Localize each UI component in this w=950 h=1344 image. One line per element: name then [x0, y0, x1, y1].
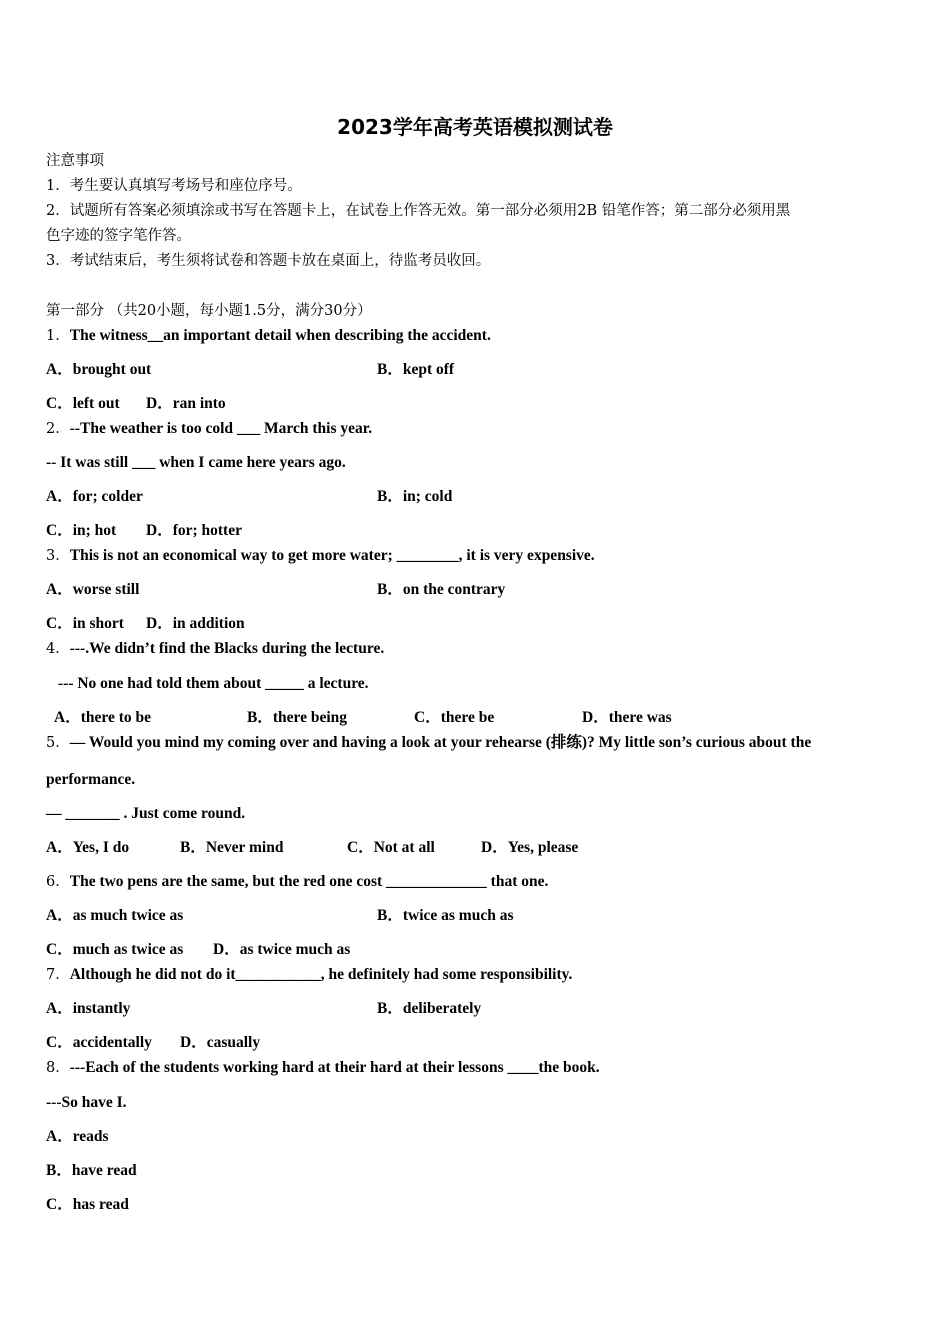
question-5 — [46, 733, 811, 753]
option-b: B．have read — [46, 1162, 137, 1179]
option-c: C．has read — [46, 1196, 129, 1213]
question-8 — [46, 1058, 600, 1078]
question-text: This is not an economical way to get more water; ________, it is very expensive. — [69, 547, 595, 564]
question-text: Although he did not do it___________, he definitely had some responsibility. — [69, 966, 573, 983]
question-2 — [46, 419, 372, 439]
question-text: ---.We didn’t find the Blacks during the lecture. — [69, 640, 385, 657]
notice-item: 1．考生要认真填写考场号和座位序号。 — [46, 178, 302, 194]
notice-item: 色字迹的签字笔作答。 — [46, 228, 191, 244]
option-c: C．left out — [46, 395, 120, 412]
question-6 — [46, 872, 548, 892]
option-a: A．there to be — [54, 709, 151, 726]
part1-heading: 第一部分 （共20小题，每小题1.5分，满分30分） — [46, 303, 372, 319]
option-d: D．Yes, please — [481, 839, 579, 856]
question-text: The two pens are the same, but the red one cost _____________ that one. — [69, 873, 549, 890]
option-c: C．accidentally — [46, 1034, 152, 1051]
question-number: 5． — [46, 735, 70, 751]
question-number: 3． — [46, 548, 70, 564]
option-a: A．worse still — [46, 581, 140, 598]
question-5-line1b: performance. — [46, 771, 136, 788]
option-a: A．as much twice as — [46, 907, 184, 924]
question-number: 6． — [46, 874, 70, 890]
question-text: ---Each of the students working hard at their hard at their lessons ____the book. — [69, 1059, 600, 1076]
option-b: B．on the contrary — [377, 581, 506, 598]
question-number: 2． — [46, 421, 70, 437]
question-text: --The weather is too cold ___ March this year. — [69, 420, 373, 437]
option-d: D．as twice much as — [213, 941, 351, 958]
notice-item: 2．试题所有答案必须填涂或书写在答题卡上，在试卷上作答无效。第一部分必须用2B 铅笔作答；第二部分必须用黑 — [46, 203, 791, 219]
option-d: D．there was — [582, 709, 672, 726]
option-a: A．brought out — [46, 361, 152, 378]
question-4-line2: --- No one had told them about _____ a lecture. — [58, 675, 369, 692]
question-4 — [46, 639, 384, 659]
option-d: D．ran into — [146, 395, 226, 412]
question-2-line2: -- It was still ___ when I came here years ago. — [46, 454, 346, 471]
option-c: C．in; hot — [46, 522, 117, 539]
question-1 — [46, 326, 491, 346]
question-number: 8． — [46, 1060, 70, 1076]
option-b: B．deliberately — [377, 1000, 482, 1017]
option-c: C．much as twice as — [46, 941, 184, 958]
option-a: A．Yes, I do — [46, 839, 130, 856]
option-c: C．there be — [414, 709, 495, 726]
option-c: C．in short — [46, 615, 124, 632]
notice-item: 3．考试结束后，考生须将试卷和答题卡放在桌面上，待监考员收回。 — [46, 253, 491, 269]
option-a: A．for; colder — [46, 488, 143, 505]
option-b: B．twice as much as — [377, 907, 514, 924]
page-title: 2023学年高考英语模拟测试卷 — [337, 115, 613, 139]
question-3 — [46, 546, 595, 566]
option-a: A．reads — [46, 1128, 109, 1145]
question-8-line2: ---So have I. — [46, 1094, 127, 1111]
question-5-line2: — _______ . Just come round. — [46, 805, 246, 822]
option-b: B．there being — [247, 709, 348, 726]
option-c: C．Not at all — [347, 839, 435, 856]
option-d: D．in addition — [146, 615, 245, 632]
question-text: — Would you mind my coming over and having a look at your rehearse (排练)? My little son’s curious about the — [69, 734, 812, 751]
question-number: 1． — [46, 328, 70, 344]
option-b: B．in; cold — [377, 488, 453, 505]
option-d: D．casually — [180, 1034, 261, 1051]
question-number: 7． — [46, 967, 70, 983]
option-b: B．Never mind — [180, 839, 284, 856]
question-text: The witness__an important detail when describing the accident. — [69, 327, 491, 344]
option-d: D．for; hotter — [146, 522, 242, 539]
question-number: 4． — [46, 641, 70, 657]
option-b: B．kept off — [377, 361, 455, 378]
notice-heading: 注意事项 — [46, 153, 104, 169]
question-7 — [46, 965, 572, 985]
option-a: A．instantly — [46, 1000, 131, 1017]
